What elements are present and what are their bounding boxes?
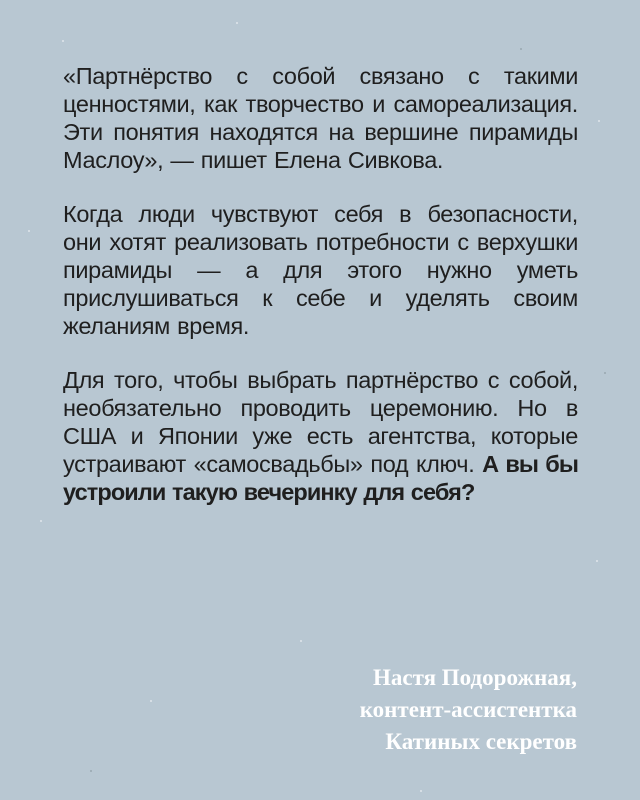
author-name: Настя Подорожная, (373, 665, 577, 690)
texture-speck (150, 700, 152, 702)
article-body (63, 62, 578, 532)
texture-speck (300, 640, 302, 642)
texture-speck (90, 770, 92, 772)
texture-speck (28, 230, 30, 232)
paragraph-safety: Когда люди чувствуют себя в безопасности, они хотят реализовать потребности с верхушки пирамиды — а для этого нужно уметь прислушиваться к себе и уделять своим желаниям время. (63, 201, 578, 339)
texture-speck (40, 520, 42, 522)
texture-speck (236, 22, 238, 24)
author-role: контент-ассистентка (359, 697, 577, 722)
texture-speck (596, 560, 598, 562)
paragraph-quote: «Партнёрство с собой связано с такими ценностями, как творчество и самореализация. Эти понятия находятся на вершине пирамиды Маслоу», — пишет Елена Сивкова. (63, 63, 578, 173)
texture-speck (598, 120, 600, 122)
texture-speck (62, 40, 64, 42)
paragraph-ceremony-text: Для того, чтобы выбрать партнёрство с собой, необязательно проводить церемонию. Но в США и Японии уже есть агентства, которые устраивают «самосвадьбы» под ключ. (63, 367, 578, 477)
texture-speck (520, 48, 522, 50)
closing-question: А вы бы устроили такую вечеринку для себя? (63, 451, 578, 505)
author-signature (360, 662, 577, 758)
author-affiliation: Катиных секретов (385, 729, 577, 754)
texture-speck (604, 372, 606, 374)
paragraph-ceremony (63, 366, 578, 506)
texture-speck (420, 790, 422, 792)
